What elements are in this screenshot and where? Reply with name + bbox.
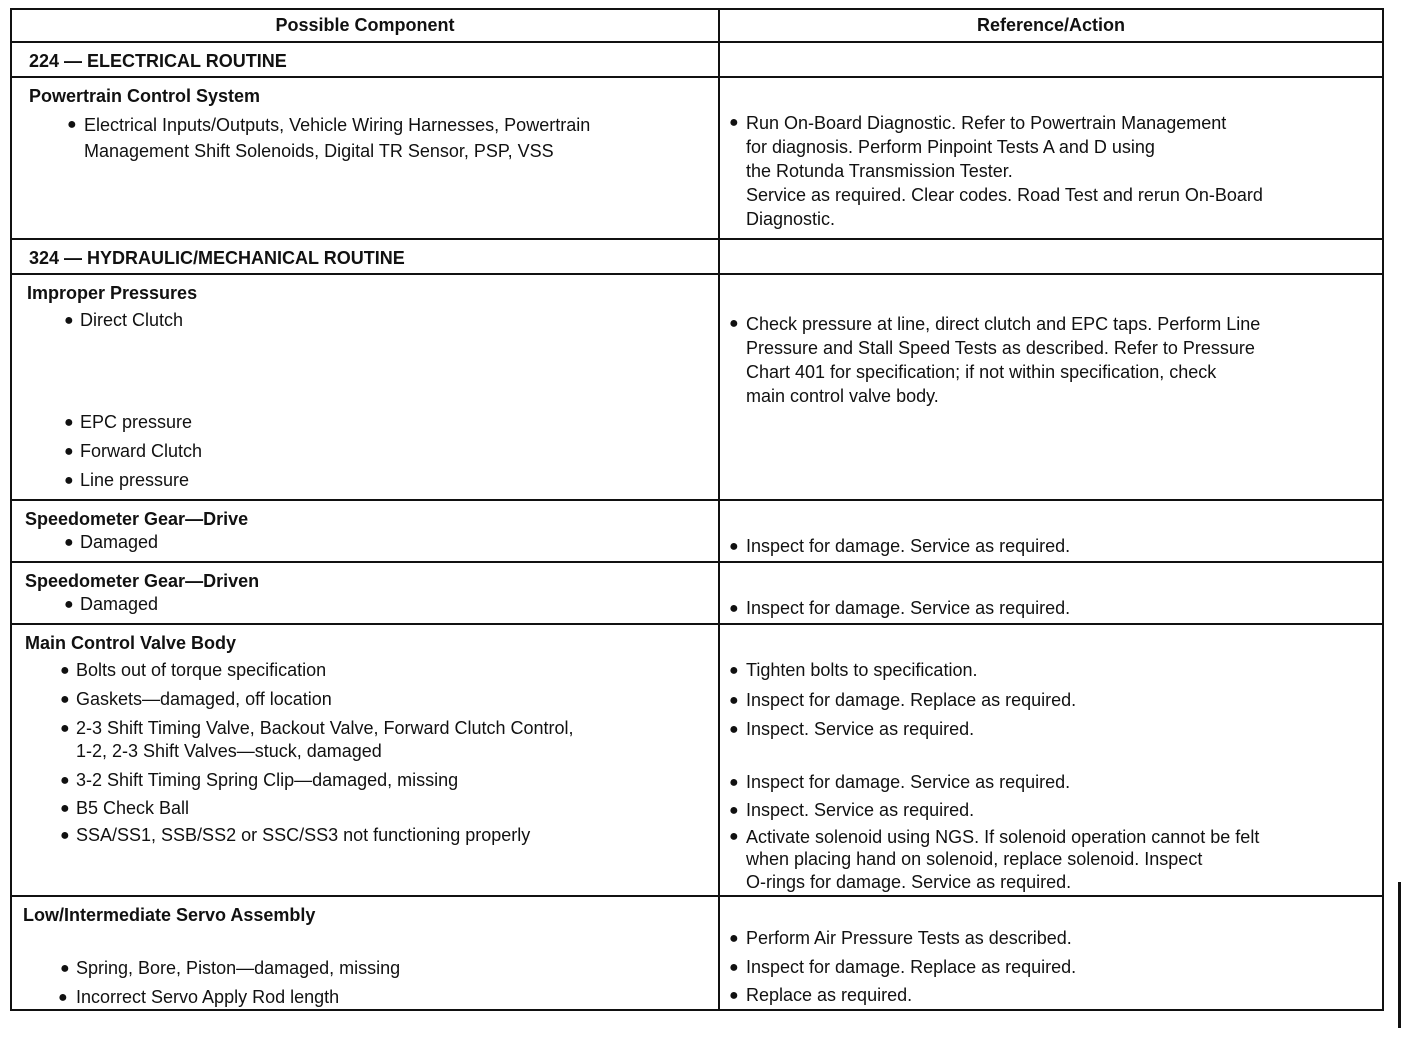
list-item: ● B5 Check Ball <box>60 798 190 818</box>
row-improper-pressures <box>11 274 1383 500</box>
row-speedo-driven <box>11 562 1383 624</box>
action-text: ● Inspect. Service as required. <box>729 800 975 820</box>
header-row <box>11 9 1383 42</box>
row-servo-assembly <box>11 896 1383 1010</box>
list-item: ● Incorrect Servo Apply Rod length <box>58 987 340 1007</box>
action-text: ● Inspect for damage. Service as required. <box>729 771 1071 792</box>
list-item: ● Direct Clutch <box>64 310 184 330</box>
section-title-servo: Low/Intermediate Servo Assembly <box>23 905 316 925</box>
list-item: ● Damaged <box>64 532 159 552</box>
section-title-pressures: Improper Pressures <box>27 283 198 303</box>
section-title-main-control: Main Control Valve Body <box>25 633 237 653</box>
action-text: ● Inspect for damage. Service as required. <box>729 536 1071 556</box>
routine-label-electrical: 224 — ELECTRICAL ROUTINE <box>29 51 287 71</box>
action-text: ● Tighten bolts to specification. <box>729 660 978 680</box>
list-item: ● Damaged <box>64 594 159 614</box>
section-title-powertrain: Powertrain Control System <box>29 86 261 106</box>
list-item: ● Gaskets—damaged, off location <box>60 689 332 709</box>
row-main-control-valve <box>11 624 1383 896</box>
col-header-component: Possible Component <box>11 9 719 42</box>
margin-rule <box>1398 882 1401 1028</box>
action-text: ● Inspect for damage. Service as required. <box>729 598 1071 618</box>
list-item: ● 2-3 Shift Timing Valve, Backout Valve, Forward Clutch Control, 1-2, 2-3 Shift Valves—stuck, damaged <box>60 718 574 761</box>
list-item: ● Electrical Inputs/Outputs, Vehicle Wiring Harnesses, Powertrain Management Shift Solenoids, Digital TR Sensor, PSP, VSS <box>12 112 718 164</box>
bullet-icon: ● <box>729 114 739 131</box>
section-title-speedo-driven: Speedometer Gear—Driven <box>25 571 260 591</box>
col-header-action: Reference/Action <box>719 9 1383 42</box>
routine-row-hydraulic <box>11 239 1383 274</box>
action-text: ● Inspect for damage. Replace as required. <box>729 956 1077 977</box>
action-text: ● Activate solenoid using NGS. If solenoid operation cannot be felt when placing hand on solenoid, replace solenoid. Inspect O-rings for damage. Service as required. <box>729 826 1260 892</box>
list-item: ● Forward Clutch <box>64 441 203 461</box>
list-item: ● Spring, Bore, Piston—damaged, missing <box>60 958 401 978</box>
row-speedo-drive <box>11 500 1383 562</box>
action-text: ● Replace as required. <box>729 985 913 1005</box>
bullet-icon: ● <box>67 116 77 133</box>
section-title-speedo-drive: Speedometer Gear—Drive <box>25 509 249 529</box>
diagnosis-table <box>10 8 1384 1011</box>
action-text: ● Run On-Board Diagnostic. Refer to Powertrain Management for diagnosis. Perform Pinpoint Tests A and D using the Rotunda Transmission Tester. Service as required. Clear codes. Road Test and rerun On-Board Diagnostic. <box>729 113 1263 229</box>
action-text: ● Inspect. Service as required. <box>729 719 975 739</box>
list-item: ● SSA/SS1, SSB/SS2 or SSC/SS3 not functioning properly <box>60 825 531 845</box>
row-powertrain-control <box>11 77 1383 239</box>
list-item: ● 3-2 Shift Timing Spring Clip—damaged, missing <box>60 770 459 790</box>
list-item: ● EPC pressure <box>64 412 193 432</box>
action-text: ● Perform Air Pressure Tests as described. <box>729 928 1072 948</box>
routine-label-hydraulic: 324 — HYDRAULIC/MECHANICAL ROUTINE <box>29 248 405 268</box>
action-text: ● Check pressure at line, direct clutch and EPC taps. Perform Line Pressure and Stall Speed Tests as described. Refer to Pressure Chart 401 for specification; if not within specification, check main control valve body. <box>729 314 1261 406</box>
list-item: ● Bolts out of torque specification <box>60 660 327 680</box>
list-item: ● Line pressure <box>64 470 190 490</box>
routine-row-electrical <box>11 42 1383 77</box>
action-text: ● Inspect for damage. Replace as required. <box>729 689 1077 710</box>
